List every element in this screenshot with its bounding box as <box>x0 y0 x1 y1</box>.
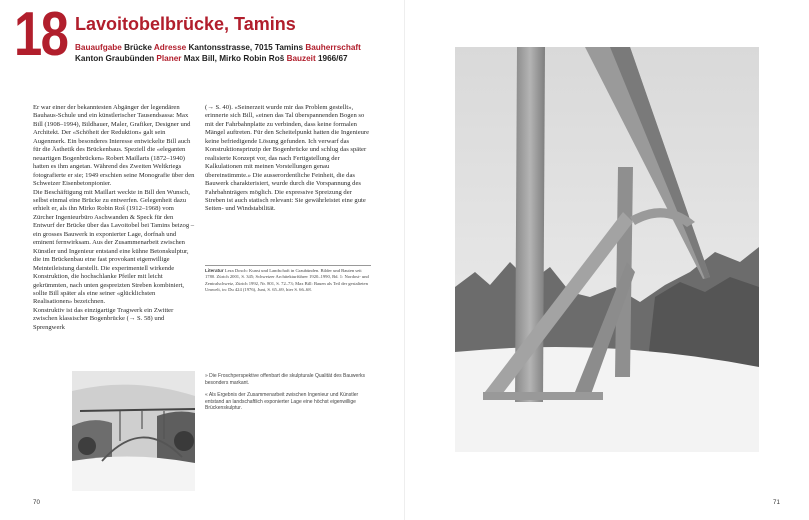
body-paragraph: Die Beschäftigung mit Maillart weckte in Bill den Wunsch, selbst einmal eine Brücke zu entwerfen. Gelegenheit dazu erhielt er, als ihn Mirko Robin Roš (1912–1968) vom Zürcher Ingenieurbüro Aschwanden & Speck für den Entwurf der Brücke über das Lavoitobel bei Tamins beizog – ein grosses Bauwerk in exponierter Lage, dorfnah und eminent fernwirksam. Aus der Zusammenarbeit zwischen Künstler und Ingenieur entstand eine kühne Betonskulptur, die im Brückenbau eine fast provokant eigenwillige Meinteileistung darstellt. Die experimentell wirkende Konstruktion, die hochschlanke Pfeiler mit leicht gekrümmten, nach unten gespreizten Streben kombiniert, sollte Bill später als eine seiner «glücklichsten Realisationen» bezeichnen. <box>33 188 195 306</box>
literature-note <box>205 265 371 293</box>
meta-label-bauzeit: Bauzeit <box>286 54 316 63</box>
meta-value-bauaufgabe: Brücke <box>124 43 152 52</box>
photo-caption-1: » Die Froschperspektive offenbart die skulpturale Qualität des Bauwerks besonders markant. <box>205 373 365 386</box>
page-gutter <box>404 0 405 520</box>
body-paragraph: (→ S. 40). «Seinerzeit wurde mir das Problem gestellt», erinnerte sich Bill, «einen das Tal überspannenden Bogen so mit der Fahrbahnplatte zu verbinden, dass keine formalen Mängel auftreten. Für den Scheitelpunkt hatten die Ingenieure keine befriedigende Lösung gefunden. Ich verwarf das Konstruktionsprinzip der Bogenbrücke und schlug das später realisierte Konzept vor, das nach Fertigstellung der Kalkulationen mit meinen Vorstellungen genau übereinstimmte.» Die ausserordentliche Feinheit, die das Bauwerk charakterisiert, wurde durch die Vorspannung des Fahrbahnträgers möglich. Die expressive Spreizung der Streben ist auch statisch relevant: Sie gewährleistet eine gute Seiten- und Windstabilität. <box>205 104 370 213</box>
meta-value-adresse: Kantonsstrasse, 7015 Tamins <box>188 43 304 52</box>
meta-value-bauherrschaft: Kanton Graubünden <box>75 54 155 63</box>
body-column-2 <box>205 104 371 214</box>
project-meta <box>75 42 375 64</box>
page-title: Lavoitobelbrücke, Tamins <box>75 14 296 34</box>
page-number-left: 70 <box>33 499 40 506</box>
page-number-right: 71 <box>773 499 780 506</box>
meta-value-bauzeit: 1966/67 <box>317 54 348 63</box>
body-paragraph: Konstruktiv ist das einzigartige Tragwerk ein Zwitter zwischen klassischer Bogenbrücke (→ S. 58) und Sprengwerk <box>33 306 174 331</box>
meta-label-planer: Planer <box>156 54 182 63</box>
meta-value-planer: Max Bill, Mirko Robin Roš <box>183 54 285 63</box>
meta-label-adresse: Adresse <box>153 43 187 52</box>
body-paragraph: Er war einer der bekanntesten Abgänger der legendären Bauhaus-Schule und ein künstlerischer Tausendsassa: Max Bill (1908–1994), Bildhauer, Maler, Grafiker, Designer und Architekt. Der «Schöheit der Reduktion» galt sein Augenmerk. Ein besonderes Interesse entwickelte Bill auch für die Ästhetik des Brückenbaus. Speziell die «eleganten neuartigen Bogenbrücken» Robert Maillarts (1872–1940) hatten es ihm angetan. Während des Zweiten Weltkriegs fotografierte er sie; 1949 erschien seine Monografie über den Schweizer Eisenbetonpionier. <box>33 104 195 188</box>
photo-caption-2: « Als Ergebnis der Zusammenarbeit zwischen Ingenieur und Künstler entstand an landschaftlich exponierter Lage eine höchst eigenwillige Brückenskulptur. <box>205 392 359 412</box>
bridge-photo-small <box>72 371 195 491</box>
literature-label: Literatur <box>205 268 224 273</box>
chapter-number: 18 <box>14 0 68 69</box>
meta-label-bauherrschaft: Bauherrschaft <box>305 43 361 52</box>
bridge-photo-large <box>455 47 759 452</box>
literature-text: Leza Dosch: Kunst und Landschaft in Graubünden. Bilder und Bauten seit 1780. Zürich 2001, S. 345; Schweizer Architekturführer 1920–1990, Bd. 1: Nordost- und Zentralschweiz, Zürich 1992, Nr. 801, S. 72–73; Max Bill: Bauen als Teil der gestalteten Umwelt, in: Du 424 (1976), Juni, S. 65–69, hier S. 66–68. <box>205 268 369 292</box>
meta-label-bauaufgabe: Bauaufgabe <box>75 43 122 52</box>
body-column-1 <box>33 104 196 332</box>
